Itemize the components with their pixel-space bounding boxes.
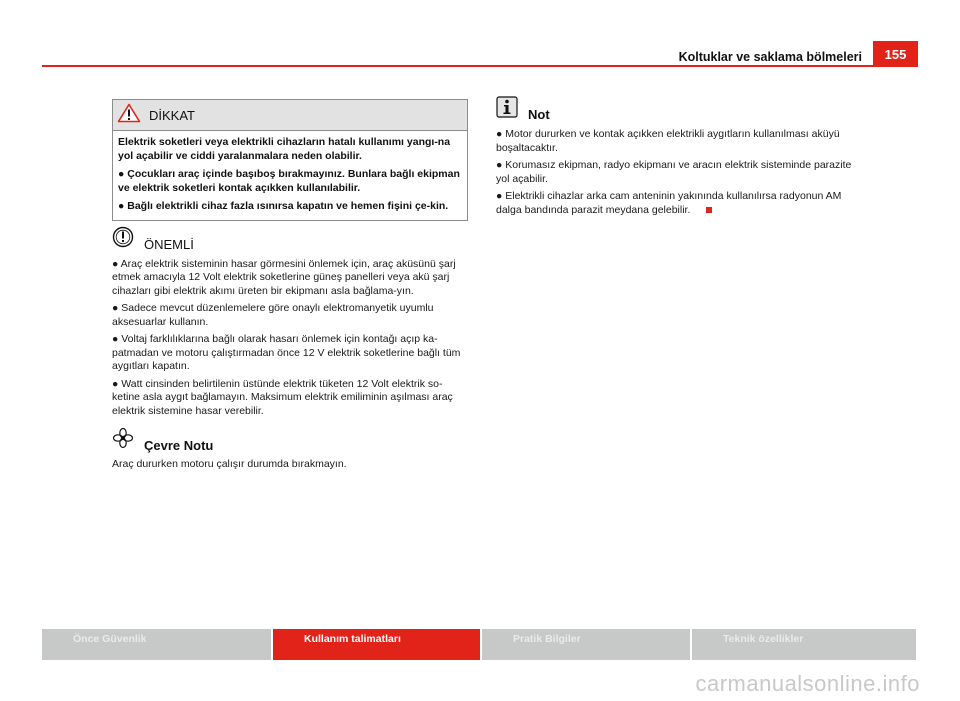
important-body bbox=[112, 258, 468, 419]
warning-body bbox=[113, 131, 467, 220]
important-paragraph: ● Araç elektrik sisteminin hasar görmesini önlemek için, araç aküsünü şarj etmek amacıyla 12 Volt elektrik soketlerine güneş panelleri veya akü şarj cihazları gibi elektrik akımı üreten bir ekipmanı asla bağlama-yın. bbox=[112, 257, 456, 297]
footer-tab-practical-tips[interactable]: Pratik Bilgiler bbox=[482, 629, 690, 660]
page-number: 155 bbox=[873, 41, 918, 67]
environment-title: Çevre Notu bbox=[144, 438, 214, 453]
note-paragraph: ● Korumasız ekipman, radyo ekipmanı ve aracın elektrik sisteminde parazite yol açabilir. bbox=[496, 159, 852, 185]
section-end-marker bbox=[706, 207, 712, 213]
footer-tab-operating-instructions[interactable]: Kullanım talimatları bbox=[273, 629, 480, 660]
note-paragraph bbox=[496, 190, 852, 217]
note-title: Not bbox=[528, 107, 550, 122]
important-paragraph: ● Voltaj farklılıklarına bağlı olarak hasarı önlemek için kontağı açıp ka-patmadan ve motoru çalıştırmadan önce 12 V elektrik soketlerine bağlı tüm aygıtları kapatın. bbox=[112, 333, 461, 372]
footer-nav bbox=[42, 629, 918, 660]
info-icon bbox=[496, 96, 518, 123]
footer-tab-technical-data[interactable]: Teknik özellikler bbox=[692, 629, 916, 660]
note-paragraph-text: ● Elektrikli cihazlar arka cam anteninin yakınında kullanılırsa radyonun AM dalga bandında parazit meydana gelebilir. bbox=[496, 190, 842, 216]
environment-paragraph: Araç dururken motoru çalışır durumda bırakmayın. bbox=[112, 458, 347, 470]
warning-paragraph: Elektrik soketleri veya elektrikli cihazların hatalı kullanımı yangı-na yol açabilir ve ciddi yaralanmalara neden olabilir. bbox=[118, 136, 451, 162]
flower-icon bbox=[112, 427, 134, 454]
important-title: ÖNEMLİ bbox=[144, 236, 194, 252]
exclamation-circle-icon bbox=[112, 226, 134, 253]
watermark: carmanualsonline.info bbox=[695, 671, 920, 696]
important-paragraph: ● Watt cinsinden belirtilenin üstünde elektrik tüketen 12 Volt elektrik so-ketine asla aygıt bağlamayın. Maksimum elektrik emiliminin aşılması araç elektrik sistemine hasar verebilir. bbox=[112, 377, 453, 417]
environment-header bbox=[112, 430, 468, 454]
note-header bbox=[496, 99, 852, 123]
warning-title: DİKKAT bbox=[149, 107, 195, 123]
footer-tab-safety[interactable]: Önce Güvenlik bbox=[42, 629, 271, 660]
warning-paragraph: ● Bağlı elektrikli cihaz fazla ısınırsa kapatın ve hemen fişini çe-kin. bbox=[118, 200, 449, 212]
left-column bbox=[112, 99, 468, 476]
right-column bbox=[496, 99, 852, 221]
warning-paragraph: ● Çocukları araç içinde başıboş bırakmayınız. Bunlara bağlı ekipman ve elektrik soketleri kontak açıkken kullanılabilir. bbox=[118, 168, 460, 194]
header-title: Koltuklar ve saklama bölmeleri bbox=[678, 50, 862, 64]
warning-triangle-icon bbox=[117, 103, 141, 128]
important-paragraph: ● Sadece mevcut düzenlemelere göre onaylı elektromanyetik uyumlu aksesuarlar kullanın. bbox=[112, 302, 434, 328]
environment-body bbox=[112, 458, 468, 472]
warning-header bbox=[113, 100, 467, 131]
note-body bbox=[496, 128, 852, 217]
important-header bbox=[112, 229, 468, 253]
note-paragraph: ● Motor dururken ve kontak açıkken elektrikli aygıtların kullanılması aküyü boşaltacaktır. bbox=[496, 128, 840, 154]
warning-box bbox=[112, 99, 468, 221]
header-rule bbox=[42, 65, 918, 67]
